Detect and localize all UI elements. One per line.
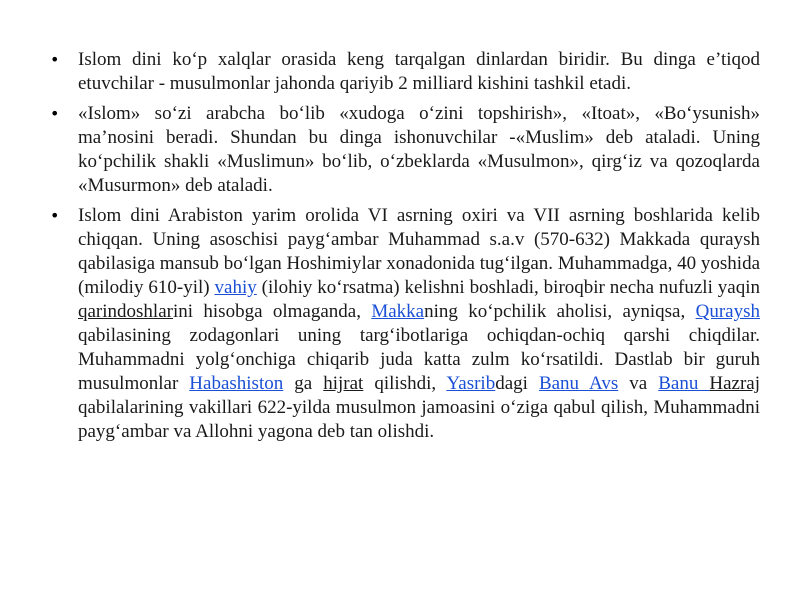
text-segment: ning ko‘pchilik aholisi, ayniqsa, (424, 301, 696, 322)
underlined-word-hazraj: Hazraj (709, 373, 761, 394)
bullet-item-1 (50, 48, 760, 96)
text-segment: qabilasining zodagonlari uning targ‘ibotlariga ochiqdan-ochiq qarshi chiqdilar. Muhammadni yolg‘onchiga chiqarib juda katta zulm ko‘rsatildi. Dastlab bir guruh musulmonlar (78, 325, 760, 394)
underlined-word-hijrat: hijrat (323, 373, 364, 394)
text-segment: ini hisobga olmaganda, (172, 301, 372, 322)
underlined-word-qarindoshlar: qarindoshlar (78, 301, 173, 322)
bullet-list (50, 48, 760, 450)
link-makka[interactable]: Makka (371, 301, 425, 322)
bullet-item-2 (50, 102, 760, 198)
bullet-text: «Islom» so‘zi arabcha bo‘lib «xudoga o‘zini topshirish», «Itoat», «Bo‘ysunish» ma’nosini beradi. Shundan bu dinga ishonuvchilar -«Muslim» deb ataladi. Uning ko‘pchilik shakli «Muslimun» bo‘lib, o‘zbeklarda «Musulmon», qirg‘iz va qozoqlarda «Musurmon» deb ataladi. (78, 103, 760, 196)
link-habashiston[interactable]: Habashiston (189, 373, 284, 394)
text-segment: Islom dini Arabiston yarim orolida VI asrning oxiri va VII asrning boshlarida kelib chiqqan. Uning asoschisi payg‘ambar Muhammad s.a.v (570-632) Makkada quraysh qabilasiga mansub bo‘lgan Hoshimiylar xonadonida tug‘ilgan. Muhammadga, 40 yoshida (milodiy 610-yil) (78, 205, 760, 298)
text-segment: (ilohiy ko‘rsatma) kelishni boshladi, biroqbir necha nufuzli yaqin (256, 277, 761, 298)
text-segment: va (618, 373, 659, 394)
link-vahiy[interactable]: vahiy (214, 277, 257, 298)
link-quraysh[interactable]: Quraysh (695, 301, 760, 322)
text-segment: dagi (495, 373, 539, 394)
bullet-dot-icon: • (50, 206, 60, 225)
link-banu-hazraj[interactable]: Banu (658, 373, 710, 394)
text-segment: ga (283, 373, 324, 394)
link-yasrib[interactable]: Yasrib (446, 373, 496, 394)
text-segment: qabilalarining vakillari 622-yilda musulmon jamoasini o‘ziga qabul qilish, Muhammadni payg‘ambar va Allohni yagona deb tan olishdi. (78, 397, 760, 442)
text-segment: qilishdi, (363, 373, 447, 394)
bullet-text (78, 205, 760, 442)
bullet-item-3 (50, 204, 760, 444)
bullet-dot-icon: • (50, 104, 60, 123)
bullet-dot-icon: • (50, 50, 60, 69)
bullet-text: Islom dini ko‘p xalqlar orasida keng tarqalgan dinlardan biridir. Bu dinga e’tiqod etuvchilar - musulmonlar jahonda qariyib 2 milliard kishini tashkil etadi. (78, 49, 760, 94)
link-banu-avs[interactable]: Banu Avs (538, 373, 619, 394)
